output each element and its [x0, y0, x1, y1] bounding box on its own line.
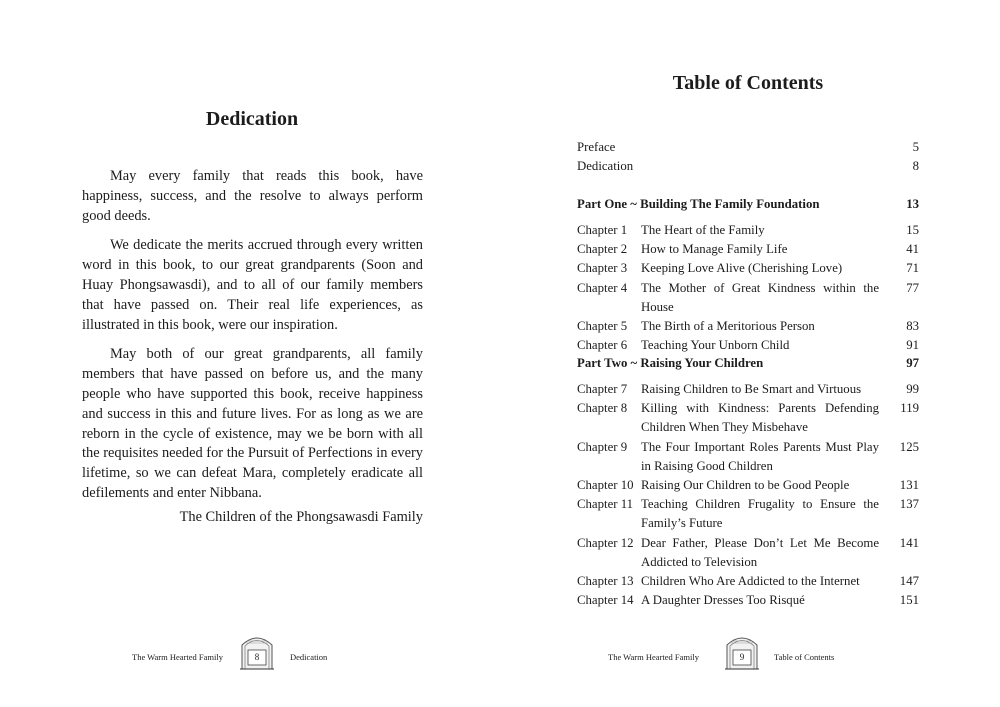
chapter-page: 99: [906, 382, 919, 396]
footer-section: Table of Contents: [774, 652, 835, 662]
chapter-title: The Heart of the Family: [641, 223, 765, 237]
dedication-paragraph: We dedicate the merits accrued through every written word in this book, to our great grandparents (Soon and Huay Phongsawasdi), and to all of our family members that have passed on. Their real life experiences, as illustrated in this book, were our inspiration.: [82, 237, 423, 333]
page-number: 8: [254, 652, 260, 662]
chapter-number: Chapter 10: [577, 478, 634, 493]
toc-page: 13: [906, 197, 919, 211]
chapter-page: 147: [899, 574, 919, 589]
chapter-number: Chapter 9: [577, 439, 628, 454]
chapter-number: Chapter 14: [577, 593, 634, 608]
toc-chapter: [577, 240, 919, 259]
footer-section: Dedication: [290, 652, 328, 662]
chapter-title: Children Who Are Addicted to the Internet: [641, 574, 860, 589]
toc-chapter: [577, 591, 919, 610]
toc-chapter: [577, 221, 919, 240]
toc-part-heading: [577, 195, 919, 214]
toc-chapter: [577, 259, 919, 278]
chapter-page: 151: [899, 593, 919, 608]
toc-part-two: [577, 354, 919, 373]
chapter-title: Raising Our Children to be Good People: [641, 478, 850, 493]
toc-part-one: [577, 195, 919, 214]
toc-page: 8: [912, 159, 919, 174]
chapter-title: A Daughter Dresses Too Risqué: [641, 593, 805, 608]
page-number-emblem: [723, 632, 761, 670]
arch-emblem-icon: [723, 632, 761, 670]
chapter-page: 83: [906, 319, 919, 334]
chapter-title: The Four Important Roles Parents Must Play in Raising Good Children: [641, 439, 879, 473]
chapter-number: Chapter 8: [577, 401, 628, 416]
chapter-page: 131: [899, 478, 919, 493]
toc-front-matter: [577, 138, 919, 176]
chapter-page: 137: [899, 497, 919, 512]
toc-chapter: [577, 399, 919, 437]
toc-chapter: [577, 336, 919, 355]
chapter-number: Chapter 2: [577, 242, 628, 257]
page-number-emblem: [238, 632, 276, 670]
chapter-title: Killing with Kindness: Parents Defending Children When They Misbehave: [641, 401, 879, 435]
page-number: 9: [739, 652, 745, 662]
dedication-signature: The Children of the Phongsawasdi Family: [179, 509, 423, 525]
dedication-body: [82, 167, 423, 514]
chapter-number: Chapter 11: [577, 497, 634, 512]
chapter-title: Teaching Children Frugality to Ensure the Family’s Future: [641, 497, 879, 531]
chapter-page: 141: [899, 535, 919, 550]
toc-chapter: [577, 495, 919, 533]
toc-chapter: [577, 317, 919, 336]
chapter-number: Chapter 5: [577, 319, 628, 334]
chapter-title: Dear Father, Please Don’t Let Me Become Addicted to Television: [641, 535, 879, 569]
chapter-page: 125: [899, 439, 919, 454]
toc-entry: [577, 138, 919, 157]
toc-part-one-chapters: [577, 221, 919, 355]
chapter-number: Chapter 3: [577, 261, 628, 276]
chapter-title: The Birth of a Meritorious Person: [641, 319, 815, 334]
chapter-number: Chapter 6: [577, 338, 628, 353]
toc-title: Table of Contents: [672, 72, 824, 94]
page-footer-left: [0, 632, 500, 670]
toc-chapter: [577, 380, 919, 399]
chapter-number: Chapter 1: [577, 223, 628, 237]
arch-emblem-icon: [238, 632, 276, 670]
chapter-number: Chapter 12: [577, 535, 634, 550]
toc-page: 5: [912, 140, 919, 154]
toc-label: Preface: [577, 140, 616, 154]
chapter-page: 71: [906, 261, 919, 276]
toc-label: Part Two ~ Raising Your Children: [577, 356, 764, 370]
dedication-paragraph: May both of our great grandparents, all family members that have passed on before us, and the many people who have supported this book, receive happiness and success in this and future lives. For as long as we are reborn in the cycle of existence, may we be born with all the requisites needed for the Pursuit of Perfections in every lifetime, so we can defeat Mara, completely eradicate all defilements and enter Nibbana.: [82, 346, 423, 501]
toc-part-heading: [577, 354, 919, 373]
toc-part-two-chapters: [577, 380, 919, 610]
toc-entry: [577, 157, 919, 176]
toc-chapter: [577, 279, 919, 317]
chapter-title: Raising Children to Be Smart and Virtuous: [641, 382, 862, 396]
footer-book-title: The Warm Hearted Family: [132, 652, 223, 662]
toc-label: Part One ~ Building The Family Foundation: [577, 197, 820, 211]
toc-chapter: [577, 572, 919, 591]
chapter-title: How to Manage Family Life: [641, 242, 788, 257]
toc-chapter: [577, 438, 919, 476]
chapter-number: Chapter 4: [577, 280, 628, 295]
chapter-title: Keeping Love Alive (Cherishing Love): [641, 261, 843, 276]
chapter-number: Chapter 7: [577, 382, 628, 396]
toc-chapter: [577, 476, 919, 495]
chapter-page: 91: [906, 338, 919, 353]
chapter-title: The Mother of Great Kindness within the House: [641, 280, 879, 314]
toc-chapter: [577, 534, 919, 572]
chapter-page: 15: [906, 223, 919, 237]
chapter-page: 119: [900, 401, 919, 416]
dedication-paragraph: May every family that reads this book, have happiness, success, and the resolve to always perform good deeds.: [82, 168, 423, 224]
chapter-page: 77: [906, 280, 919, 295]
right-page: [500, 0, 1000, 707]
chapter-page: 41: [906, 242, 919, 257]
toc-label: Dedication: [577, 159, 634, 174]
chapter-title: Teaching Your Unborn Child: [641, 338, 790, 353]
chapter-number: Chapter 13: [577, 574, 634, 589]
dedication-title: Dedication: [205, 108, 299, 130]
footer-book-title: The Warm Hearted Family: [608, 652, 699, 662]
toc-page: 97: [906, 356, 919, 370]
page-footer-right: [500, 632, 1000, 670]
